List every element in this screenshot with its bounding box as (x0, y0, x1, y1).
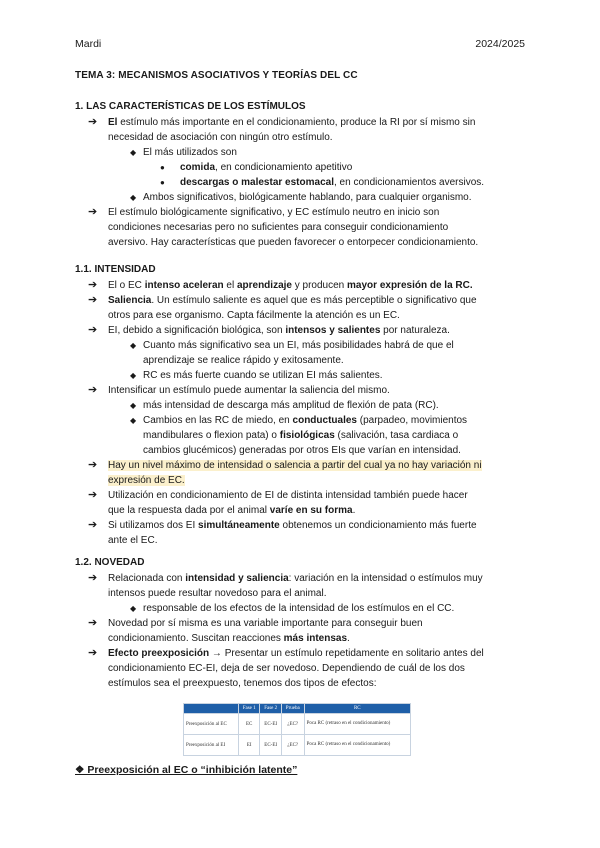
table-header-row (184, 704, 411, 714)
table-cell: Poca RC (retraso en el condicionamiento) (304, 714, 410, 735)
diamond-icon: ◆ (130, 371, 137, 380)
bullet-text: necesidad de asociación con ningún otro estímulo. (108, 132, 333, 143)
bullet-text: que la respuesta dada por el animal varíe en su forma. (108, 505, 356, 516)
header-author: Mardi (75, 38, 102, 50)
arrow-icon: ➔ (88, 617, 98, 629)
arrow-icon: ➔ (88, 489, 98, 501)
sub-bullet-text: responsable de los efectos de la intensidad de los estímulos en el CC. (143, 603, 455, 614)
section-heading-1-2: 1.2. NOVEDAD (75, 557, 145, 568)
bullet-text: Efecto preexposición → Presentar un estímulo repetidamente en solitario antes del (108, 648, 484, 659)
bullet-text: EI, debido a significación biológica, son intensos y salientes por naturaleza. (108, 325, 450, 336)
arrow-icon: ➔ (88, 116, 98, 128)
table-cell: EC-EI (260, 714, 281, 735)
preexposure-table (183, 703, 411, 756)
header-year: 2024/2025 (475, 38, 525, 50)
arrow-icon: ➔ (88, 647, 98, 659)
bullet-text: Novedad por sí misma es una variable importante para conseguir buen (108, 618, 423, 629)
table-header-cell: Fase 1 (238, 704, 259, 714)
table-header-cell (184, 704, 239, 714)
arrow-icon: ➔ (88, 519, 98, 531)
arrow-icon: ➔ (88, 324, 98, 336)
bullet-text: aversivo. Hay características que pueden favorecer o entorpecer condicionamiento. (108, 237, 479, 248)
diamond-icon: ◆ (130, 416, 137, 425)
arrow-icon: ➔ (88, 384, 98, 396)
bullet-text: Relacionada con intensidad y saliencia: variación en la intensidad o estímulos muy (108, 573, 483, 584)
arrow-icon: ➔ (88, 572, 98, 584)
subsection-heading: ❖ Preexposición al EC o “inhibición latente” (75, 764, 298, 776)
sub-bullet-text: mandibulares o flexion pata) o fisiológicas (salivación, tasa cardiaca o (143, 430, 459, 441)
table-cell: EC-EI (260, 735, 281, 756)
sub-bullet-text: más intensidad de descarga más amplitud de flexión de pata (RC). (143, 400, 439, 411)
bullet-text: Intensificar un estímulo puede aumentar la saliencia del mismo. (108, 385, 390, 396)
table-row (184, 735, 411, 756)
sub-sub-bullet-text: descargas o malestar estomacal, en condicionamientos aversivos. (180, 177, 485, 188)
table-header-cell: Fase 2 (260, 704, 281, 714)
page-title: TEMA 3: MECANISMOS ASOCIATIVOS Y TEORÍAS DEL CC (75, 70, 358, 81)
bullet-text: Saliencia. Un estímulo saliente es aquel que es más perceptible o significativo que (108, 295, 477, 306)
dot-icon: ● (160, 163, 165, 172)
sub-bullet-text: cambios glucémicos) generadas por otros EIs que varían en intensidad. (143, 445, 461, 456)
highlighted-bullet-text: Hay un nivel máximo de intensidad o salencia a partir del cual ya no hay variación ni (108, 460, 482, 471)
bullet-text: condicionamiento. Suscitan reacciones más intensas. (108, 633, 350, 644)
diamond-icon: ◆ (130, 341, 137, 350)
table-cell: ¿EC? (281, 735, 304, 756)
sub-sub-bullet-text: comida, en condicionamiento apetitivo (180, 162, 353, 173)
arrow-icon: ➔ (88, 206, 98, 218)
sub-bullet-text: RC es más fuerte cuando se utilizan EI más salientes. (143, 370, 383, 381)
arrow-icon: ➔ (88, 294, 98, 306)
highlighted-bullet-text: expresión de EC. (108, 475, 185, 486)
diamond-icon: ◆ (130, 193, 137, 202)
bullet-text: condicionamiento EC-EI, deja de ser novedoso. Dependiendo de cuál de los dos (108, 663, 465, 674)
table-cell: Preexposición al EI (184, 735, 239, 756)
diamond-icon: ◆ (130, 401, 137, 410)
bullet-text: El estímulo biológicamente significativo, y EC estímulo neutro en inicio son (108, 207, 440, 218)
table-cell: EC (238, 714, 259, 735)
bullet-text: ante el EC. (108, 535, 158, 546)
table-cell: ¿EC? (281, 714, 304, 735)
sub-bullet-text: Cuanto más significativo sea un EI, más posibilidades habrá de que el (143, 340, 454, 351)
sub-bullet-text: Cambios en las RC de miedo, en conductuales (parpadeo, movimientos (143, 415, 468, 426)
sub-bullet-text: aprendizaje se realice rápido y exitosamente. (143, 355, 344, 366)
arrow-icon: ➔ (88, 459, 98, 471)
bullet-text: Utilización en condicionamiento de EI de distinta intensidad también puede hacer (108, 490, 468, 501)
sub-bullet-text: El más utilizados son (143, 147, 237, 158)
sub-bullet-text: Ambos significativos, biológicamente hablando, para cualquier organismo. (143, 192, 472, 203)
table-row (184, 714, 411, 735)
bullet-text: El estímulo más importante en el condicionamiento, produce la RI por sí mismo sin (108, 117, 476, 128)
section-heading-1-1: 1.1. INTENSIDAD (75, 264, 156, 275)
bullet-text: El o EC intenso aceleran el aprendizaje y producen mayor expresión de la RC. (108, 280, 473, 291)
diamond-icon: ◆ (130, 604, 137, 613)
arrow-icon: ➔ (88, 279, 98, 291)
table-header-cell: Prueba (281, 704, 304, 714)
table-cell: Poca RC (retraso en el condicionamiento) (304, 735, 410, 756)
table-header-cell: RC (304, 704, 410, 714)
table-cell: Preexposición al EC (184, 714, 239, 735)
section-heading-1: 1. LAS CARACTERÍSTICAS DE LOS ESTÍMULOS (75, 101, 306, 112)
bullet-text: estímulos sea el preexpuesto, tenemos dos tipos de efectos: (108, 678, 377, 689)
diamond-icon: ◆ (130, 148, 137, 157)
bullet-text: intensos puede resultar novedoso para el animal. (108, 588, 327, 599)
bullet-text: otros para ese organismo. Capta fácilmente la atención es un EC. (108, 310, 400, 321)
dot-icon: ● (160, 178, 165, 187)
bullet-text: Si utilizamos dos EI simultáneamente obtenemos un condicionamiento más fuerte (108, 520, 477, 531)
table-cell: EI (238, 735, 259, 756)
bullet-text: condiciones necesarias pero no suficientes para conseguir condicionamiento (108, 222, 449, 233)
